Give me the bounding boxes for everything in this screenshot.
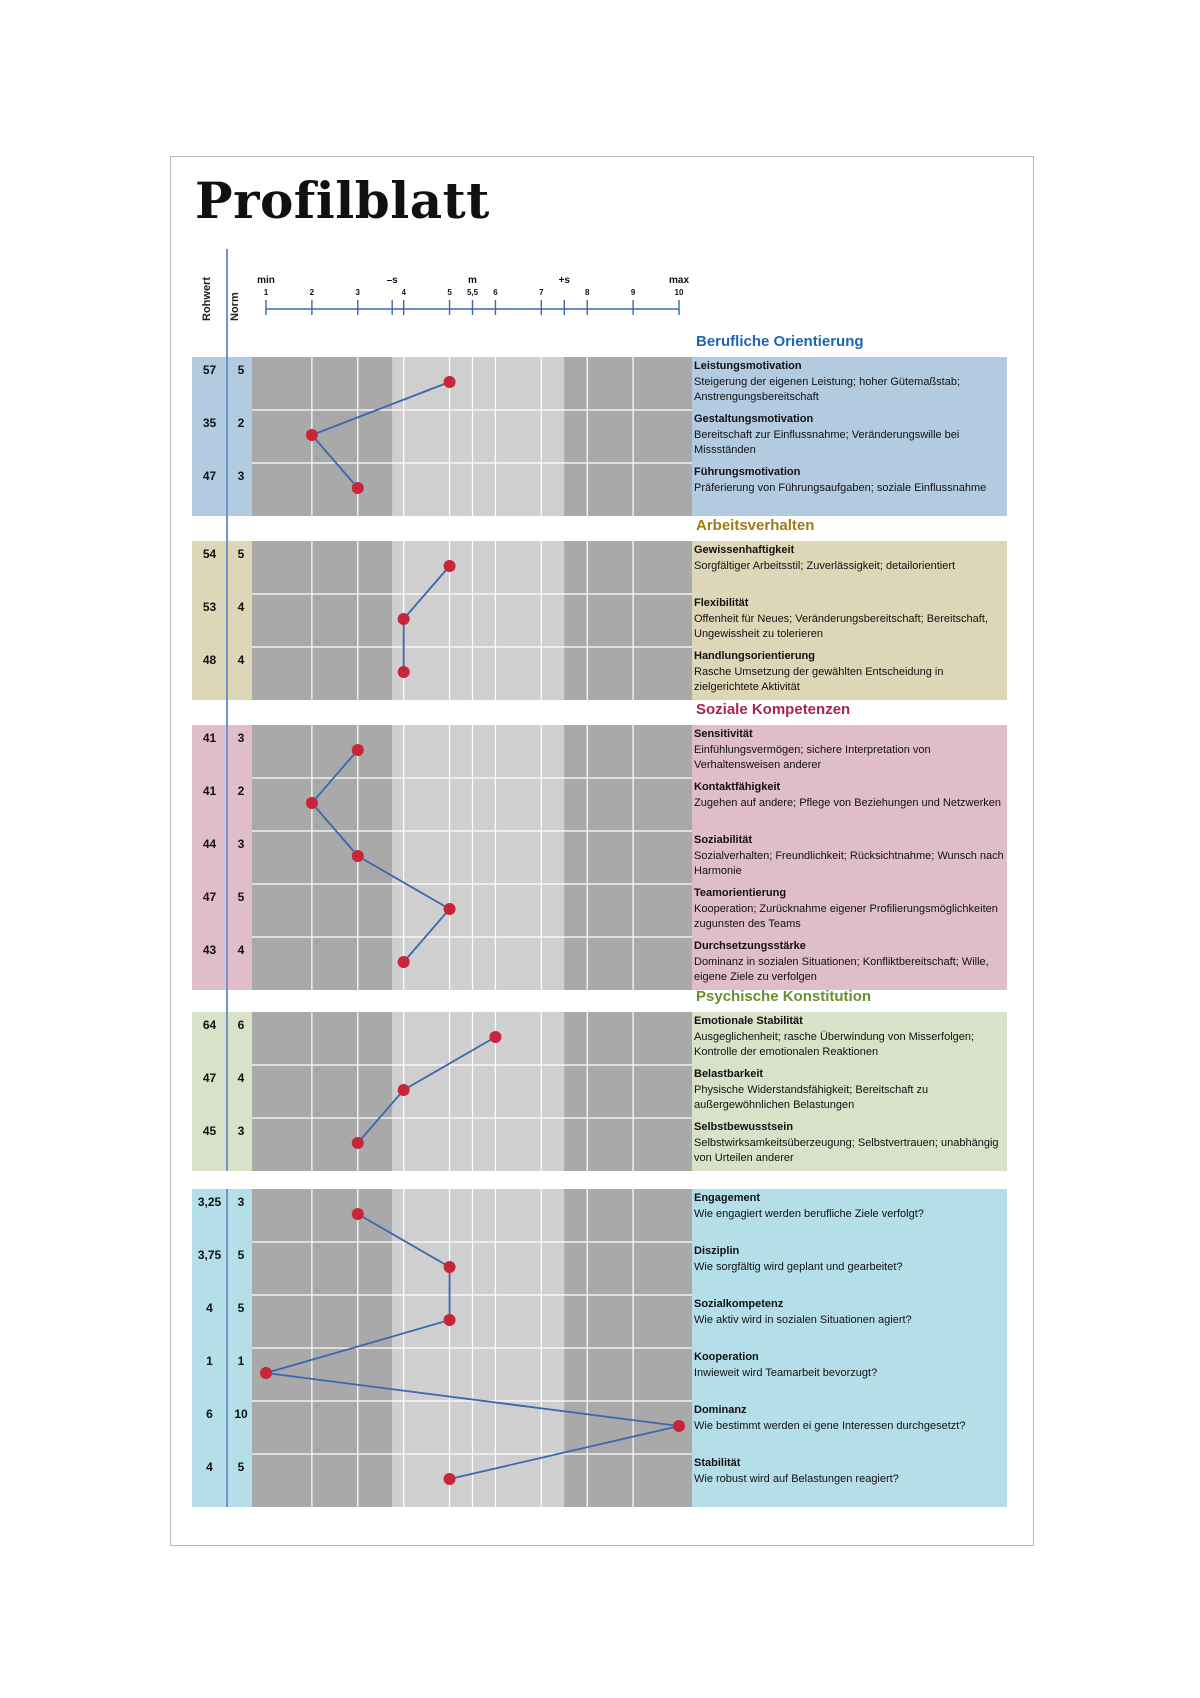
scale-name: Sensitivität [694, 728, 753, 740]
raw-score: 4 [206, 1301, 213, 1315]
scale-tick-label: 8 [584, 288, 590, 297]
raw-score: 54 [202, 547, 217, 561]
profile-point [260, 1367, 272, 1379]
raw-score: 4 [206, 1460, 213, 1474]
raw-score: 47 [202, 1071, 217, 1085]
scale-marker-label: m [468, 275, 477, 286]
scale-description [694, 1191, 1006, 1222]
profile-point [444, 1314, 456, 1326]
scale-name: Disziplin [694, 1245, 740, 1257]
scale-name: Emotionale Stabilität [694, 1015, 803, 1027]
norm-score: 2 [237, 416, 245, 430]
profile-point [673, 1420, 685, 1432]
scale-tick-label: 3 [355, 288, 361, 297]
scale-desc: Sorgfältiger Arbeitsstil; Zuverlässigkeit; detailorientiert [694, 559, 956, 572]
norm-score: 3 [237, 837, 245, 851]
norm-score: 5 [237, 890, 245, 904]
norm-score: 5 [237, 1248, 245, 1262]
norm-score: 10 [234, 1407, 248, 1421]
section-title: Soziale Kompetenzen [696, 701, 851, 718]
scale-desc: Wie aktiv wird in sozialen Situationen agiert? [694, 1313, 912, 1326]
scale-desc: Steigerung der eigenen Leistung; hoher Gütemaßstab; Anstrengungsbereitschaft [694, 375, 961, 403]
column-divider [226, 249, 228, 1171]
scale-name: Sozialkompetenz [694, 1298, 784, 1310]
raw-score: 1 [206, 1354, 213, 1368]
scale-tick-label: 6 [493, 288, 498, 297]
norm-score: 4 [237, 653, 245, 667]
scale-description [694, 1403, 1006, 1434]
norm-score: 1 [237, 1354, 245, 1368]
norm-score-header: Norm [229, 292, 241, 321]
raw-score: 3,75 [197, 1248, 222, 1262]
raw-score: 35 [202, 416, 217, 430]
scale-tick-label: 4 [401, 288, 406, 297]
section-title: Berufliche Orientierung [696, 333, 864, 350]
raw-score: 47 [202, 469, 217, 483]
scale-marker-label: max [668, 275, 690, 286]
scale-name: Dominanz [694, 1404, 747, 1416]
raw-score: 44 [202, 837, 217, 851]
raw-score: 6 [206, 1407, 213, 1421]
raw-score: 43 [202, 943, 217, 957]
scale-tick-label: 1 [263, 288, 269, 297]
scale-desc: Sozialverhalten; Freundlichkeit; Rücksichtnahme; Wunsch nach Harmonie [694, 849, 1004, 877]
scale-desc: Offenheit für Neues; Veränderungsbereitschaft; Bereitschaft, Ungewissheit zu tolerieren [694, 612, 988, 640]
scale-name: Belastbarkeit [694, 1068, 764, 1080]
page-title: Profilblatt [195, 171, 490, 230]
profile-point [444, 1261, 456, 1273]
scale-tick-label: 10 [674, 288, 684, 297]
scale-desc: Wie robust wird auf Belastungen reagiert? [694, 1472, 899, 1485]
norm-score: 3 [237, 469, 245, 483]
norm-score: 5 [237, 1460, 245, 1474]
scale-name: Kooperation [694, 1351, 759, 1363]
scale-desc: Wie bestimmt werden ei gene Interessen durchgesetzt? [694, 1419, 966, 1432]
scale-name: Gewissenhaftigkeit [694, 544, 795, 556]
scale-desc: Präferierung von Führungsaufgaben; soziale Einflussnahme [694, 481, 987, 494]
scale-name: Handlungsorientierung [694, 650, 815, 662]
raw-score-header: Rohwert [201, 277, 213, 321]
scale-desc: Rasche Umsetzung der gewählten Entscheidung in zielgerichtete Aktivität [694, 665, 944, 693]
section-title: Arbeitsverhalten [696, 517, 815, 534]
raw-score: 53 [202, 600, 217, 614]
raw-score: 64 [202, 1018, 217, 1032]
section-title: Psychische Konstitution [696, 988, 872, 1005]
scale-name: Führungsmotivation [694, 466, 801, 478]
scale-tick-label: 5 [447, 288, 452, 297]
norm-score: 5 [237, 363, 245, 377]
norm-score: 4 [237, 943, 245, 957]
scale-desc: Wie sorgfältig wird geplant und gearbeitet? [694, 1260, 903, 1273]
raw-score: 41 [202, 784, 217, 798]
scale-desc: Wie engagiert werden berufliche Ziele verfolgt? [694, 1207, 924, 1220]
raw-score: 57 [202, 363, 217, 377]
scale-name: Selbstbewusstsein [694, 1121, 794, 1133]
scale-name: Leistungsmotivation [694, 360, 802, 372]
raw-score: 41 [202, 731, 217, 745]
scale-tick-label: 7 [539, 288, 544, 297]
scale-desc: Einfühlungsvermögen; sichere Interpretation von Verhaltensweisen anderer [694, 743, 931, 771]
scale-name: Gestaltungsmotivation [694, 413, 814, 425]
scale-name: Flexibilität [694, 597, 749, 609]
scale-name: Stabilität [694, 1457, 741, 1469]
column-divider [226, 1189, 228, 1507]
scale-name: Teamorientierung [694, 887, 787, 899]
norm-score: 3 [237, 1195, 245, 1209]
scale-marker-label: +s [558, 275, 570, 286]
scale-desc: Selbstwirksamkeitsüberzeugung; Selbstvertrauen; unabhängig von Urteilen anderer [694, 1136, 999, 1164]
profile-point [352, 1208, 364, 1220]
scale-desc: Physische Widerstandsfähigkeit; Bereitschaft zu außergewöhnlichen Belastungen [694, 1083, 929, 1111]
raw-score: 48 [202, 653, 217, 667]
scale-name: Soziabilität [694, 834, 753, 846]
scale-marker-label: –s [386, 275, 398, 286]
scale-desc: Zugehen auf andere; Pflege von Beziehungen und Netzwerken [694, 796, 1001, 809]
norm-score: 4 [237, 1071, 245, 1085]
norm-score: 2 [237, 784, 245, 798]
raw-score: 3,25 [197, 1195, 222, 1209]
norm-score: 5 [237, 547, 245, 561]
profile-sheet [170, 156, 1034, 1546]
norm-score: 6 [237, 1018, 245, 1032]
scale-tick-label: 2 [309, 288, 315, 297]
scale-description [694, 1244, 1006, 1275]
profile-point [444, 1473, 456, 1485]
norm-score: 5 [237, 1301, 245, 1315]
scale-desc: Bereitschaft zur Einflussnahme; Veränderungswille bei Missständen [694, 428, 960, 456]
scale-name: Engagement [694, 1192, 761, 1204]
raw-score: 47 [202, 890, 217, 904]
scale-name: Durchsetzungsstärke [694, 940, 806, 952]
scale-marker-label: min [257, 275, 275, 286]
norm-score: 3 [237, 731, 245, 745]
scale-tick-label: 5,5 [466, 288, 479, 297]
raw-score: 45 [202, 1124, 217, 1138]
scale-description [694, 1297, 1006, 1328]
scale-description [694, 1456, 1006, 1487]
norm-score: 4 [237, 600, 245, 614]
norm-score: 3 [237, 1124, 245, 1138]
scale-desc: Dominanz in sozialen Situationen; Konfliktbereitschaft; Wille, eigene Ziele zu verfolgen [694, 955, 989, 983]
scale-desc: Kooperation; Zurücknahme eigener Profilierungsmöglichkeiten zugunsten des Teams [694, 902, 998, 930]
scale-desc: Ausgeglichenheit; rasche Überwindung von Misserfolgen; Kontrolle der emotionalen Reaktionen [694, 1030, 975, 1058]
scale-tick-label: 9 [630, 288, 636, 297]
scale-description [694, 1350, 1006, 1381]
scale-name: Kontaktfähigkeit [694, 781, 781, 793]
scale-desc: Inwieweit wird Teamarbeit bevorzugt? [694, 1366, 878, 1379]
